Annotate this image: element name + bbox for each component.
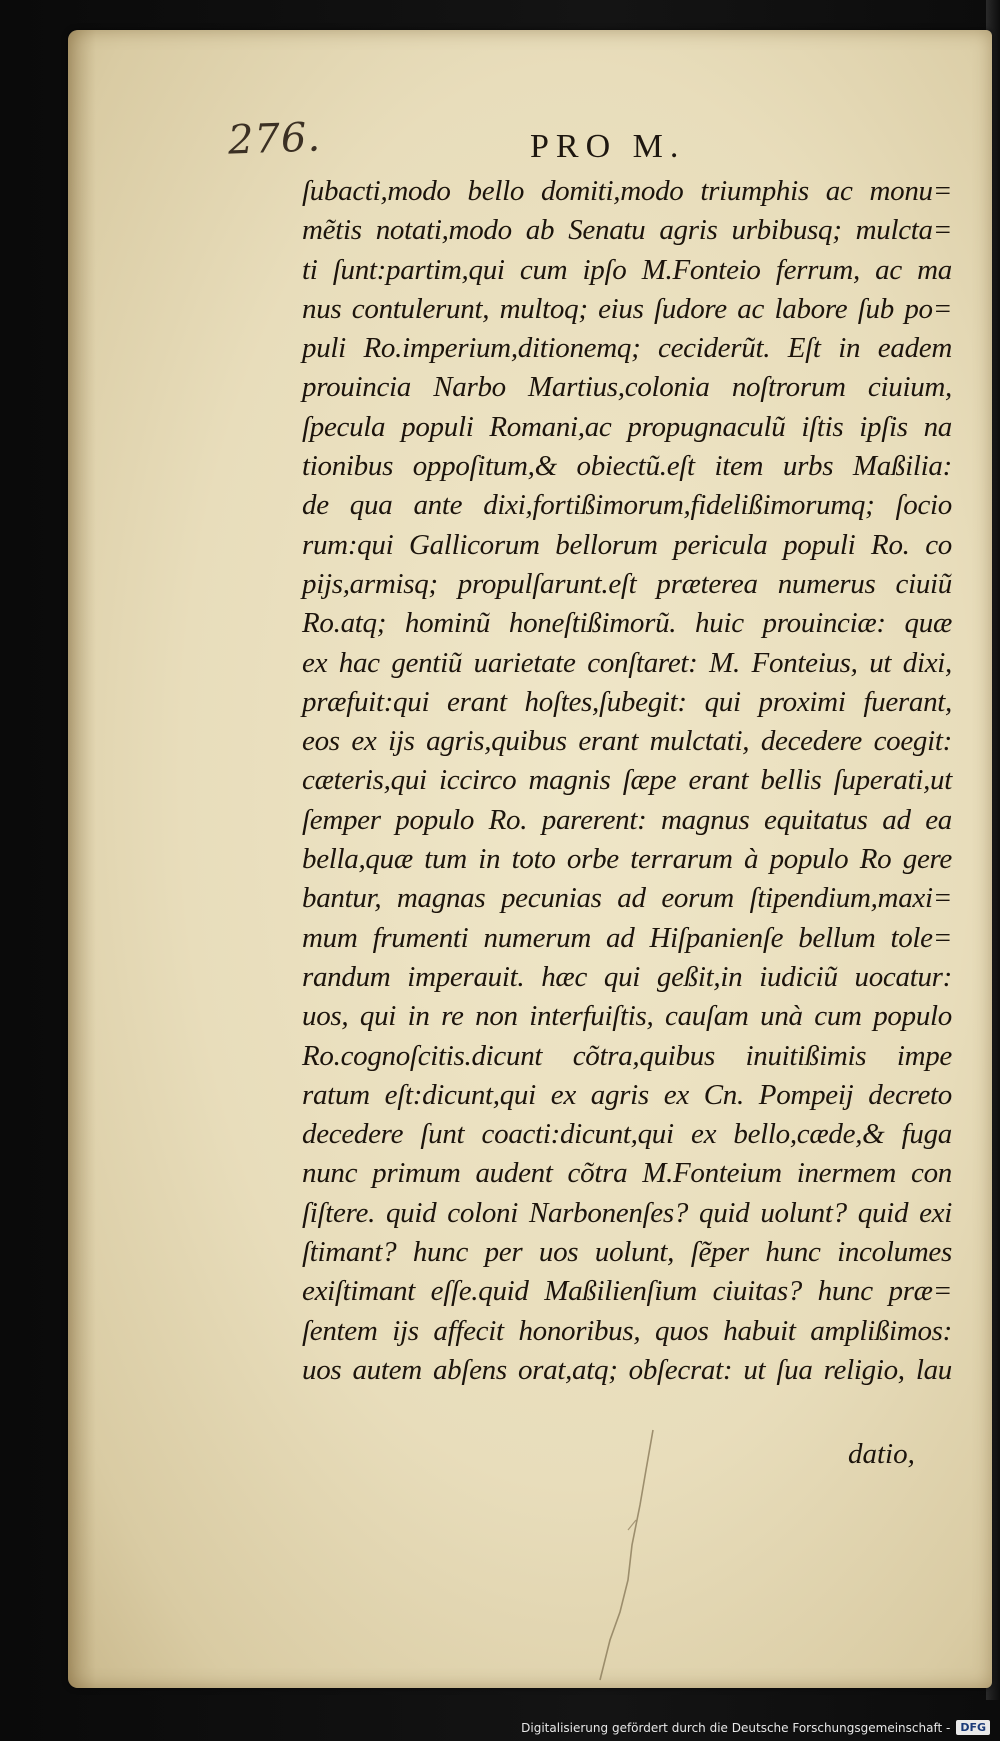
text-line: pijs,armisq; propulſarunt.eſt præterea numerus ciuiũ — [302, 567, 952, 600]
text-line: bantur, magnas pecunias ad eorum ſtipendium,maxi= — [302, 882, 952, 915]
text-line: cæteris,qui iccirco magnis ſæpe erant bellis ſuperati,ut — [302, 764, 952, 797]
running-head: PRO M. — [530, 128, 686, 165]
body-text — [302, 172, 952, 1390]
text-line: ſiſtere. quid coloni Narbonenſes? quid uolunt? quid exi — [302, 1196, 952, 1229]
page-number: 276. — [227, 114, 322, 164]
text-line: Ro.cognoſcitis.dicunt cõtra,quibus inuitißimis impe — [302, 1039, 952, 1072]
text-line: nus contulerunt, multoq; eius ſudore ac labore ſub po= — [302, 292, 952, 325]
credit-text: Digitalisierung gefördert durch die Deutsche Forschungsgemeinschaft - — [521, 1720, 951, 1735]
text-line: mum frumenti numerum ad Hiſpanienſe bellum tole= — [302, 921, 952, 954]
text-line: exiſtimant eſſe.quid Maßilienſium ciuitas? hunc præ= — [302, 1275, 952, 1308]
text-line: ex hac gentiũ uarietate conſtaret: M. Fonteius, ut dixi, — [302, 646, 952, 679]
text-line: randum imperauit. hæc qui geßit,in iudiciũ uocatur: — [302, 960, 952, 993]
text-line: Ro.atq; hominũ honeſtißimorũ. huic prouinciæ: quæ — [302, 607, 952, 640]
digitization-credit — [521, 1720, 990, 1735]
text-line: uos, qui in re non interfuiſtis, cauſam unà cum populo — [302, 1000, 952, 1033]
dfg-logo: DFG — [956, 1720, 990, 1735]
text-line: de qua ante dixi,fortißimorum,fidelißimorumq; ſocio — [302, 489, 952, 522]
text-line: decedere ſunt coacti:dicunt,qui ex bello,cæde,& fuga — [302, 1118, 952, 1151]
text-line: ratum eſt:dicunt,qui ex agris ex Cn. Pompeij decreto — [302, 1078, 952, 1111]
text-line: ſpecula populi Romani,ac propugnaculũ iſtis ipſis na — [302, 410, 952, 443]
catchword: datio, — [848, 1438, 915, 1470]
text-line: eos ex ijs agris,quibus erant mulctati, decedere coegit: — [302, 725, 952, 758]
text-line: ti ſunt:partim,qui cum ipſo M.Fonteio ferrum, ac ma — [302, 253, 952, 286]
text-line: prouincia Narbo Martius,colonia noſtrorum ciuium, — [302, 371, 952, 404]
text-line: ſtimant? hunc per uos uolunt, ſẽper hunc incolumes — [302, 1236, 952, 1269]
text-line: puli Ro.imperium,ditionemq; ceciderũt. Eſt in eadem — [302, 332, 952, 365]
text-line: ſemper populo Ro. parerent: magnus equitatus ad ea — [302, 803, 952, 836]
text-line: rum:qui Gallicorum bellorum pericula populi Ro. co — [302, 528, 952, 561]
text-line: præfuit:qui erant hoſtes,ſubegit: qui proximi fuerant, — [302, 685, 952, 718]
text-line: bella,quæ tum in toto orbe terrarum à populo Ro gere — [302, 843, 952, 876]
text-line: mẽtis notati,modo ab Senatu agris urbibusq; mulcta= — [302, 214, 952, 247]
text-line: nunc primum audent cõtra M.Fonteium inermem con — [302, 1157, 952, 1190]
text-line: tionibus oppoſitum,& obiectũ.eſt item urbs Maßilia: — [302, 450, 952, 483]
text-line: ſentem ijs affecit honoribus, quos habuit amplißimos: — [302, 1314, 952, 1347]
text-line: uos autem abſens orat,atq; obſecrat: ut ſua religio, lau — [302, 1353, 952, 1386]
text-line: ſubacti,modo bello domiti,modo triumphis ac monu= — [302, 175, 952, 207]
